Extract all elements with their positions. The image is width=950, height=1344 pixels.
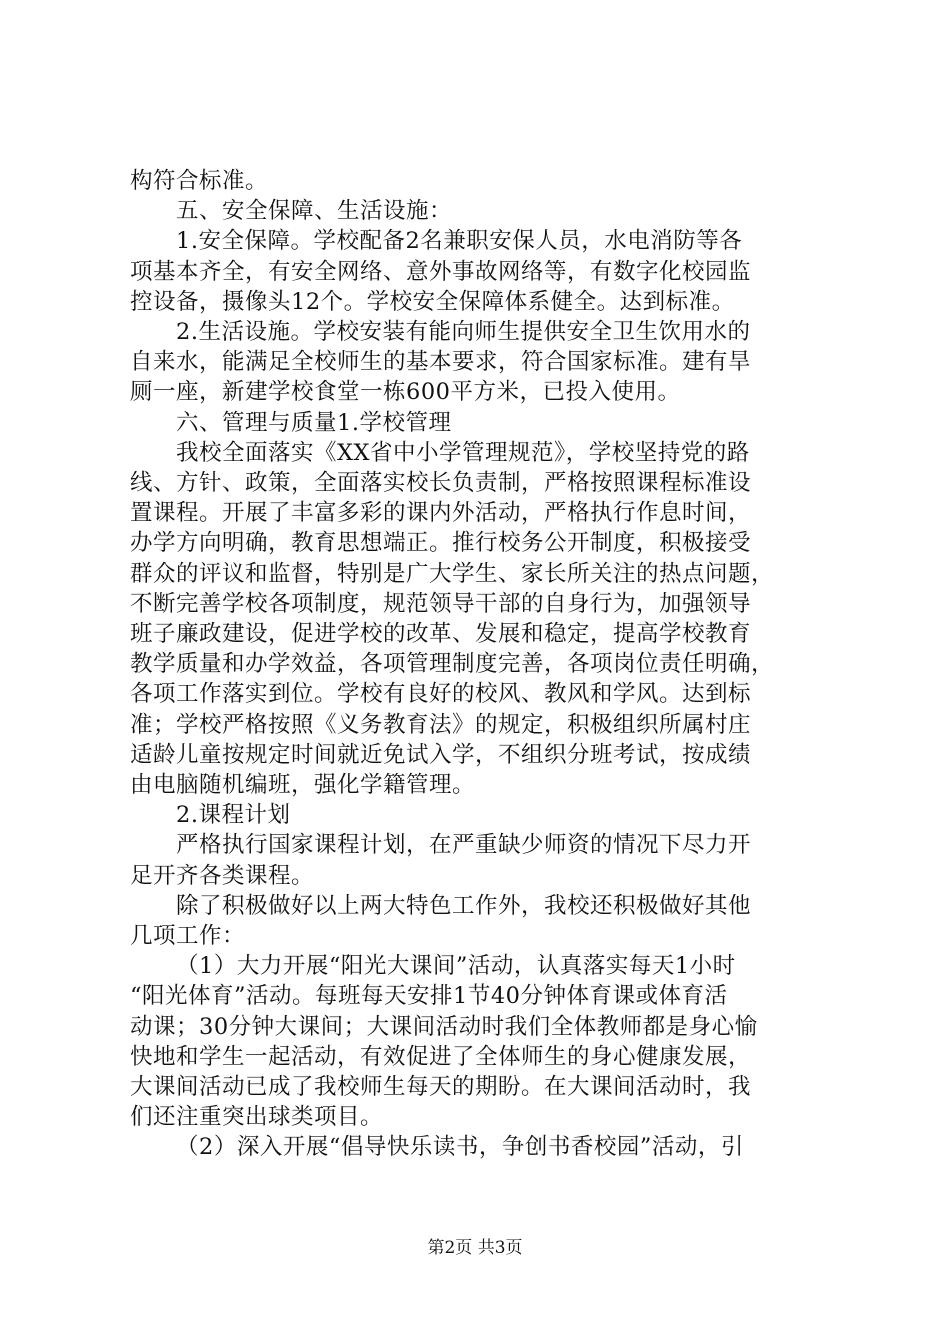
text-line: 构符合标准。 (130, 168, 269, 194)
text-line: 各项工作落实到位。学校有良好的校风、教风和学风。达到标 (130, 681, 752, 708)
text-line: 动课；30分钟大课间；大课间活动时我们全体教师都是身心愉 (130, 1013, 758, 1040)
list-item: （1）大力开展“阳光大课间”活动，认真落实每天1小时 (176, 953, 736, 980)
text-line: 不断完善学校各项制度，规范领导干部的自身行为，加强领导 (130, 590, 752, 617)
text-line: 足开齐各类课程。 (130, 862, 315, 889)
page-footer: 第2页 共3页 (427, 1238, 523, 1258)
text-line: 自来水，能满足全校师生的基本要求，符合国家标准。建有旱 (130, 349, 752, 376)
text-line: “阳光体育”活动。每班每天安排1节40分钟体育课或体育活 (130, 983, 728, 1010)
text-line: 线、方针、政策，全面落实校长负责制，严格按照课程标准设 (130, 470, 752, 496)
text-line: 们还注重突出球类项目。 (130, 1104, 384, 1131)
text-line: 除了积极做好以上两大特色工作外，我校还积极做好其他 (176, 892, 752, 919)
list-item: （2）深入开展“倡导快乐读书，争创书香校园”活动，引 (176, 1134, 744, 1161)
text-line: 适龄儿童按规定时间就近免试入学，不组织分班考试，按成绩 (130, 741, 752, 768)
text-line: 我校全面落实《XX省中小学管理规范》，学校坚持党的路 (176, 439, 750, 466)
text-line: 大课间活动已成了我校师生每天的期盼。在大课间活动时，我 (130, 1074, 752, 1100)
text-line: 2.生活设施。学校安装有能向师生提供安全卫生饮用水的 (176, 319, 751, 345)
section-heading: 六、管理与质量1.学校管理 (176, 409, 452, 436)
text-line: 快地和学生一起活动，有效促进了全体师生的身心健康发展， (130, 1043, 752, 1070)
text-line: 班子廉政建设，促进学校的改革、发展和稳定，提高学校教育 (130, 621, 752, 647)
text-line: 教学质量和办学效益，各项管理制度完善，各项岗位责任明确， (130, 651, 775, 678)
text-line: 项基本齐全，有安全网络、意外事故网络等，有数字化校园监 (130, 258, 752, 285)
text-line: 群众的评议和监督，特别是广大学生、家长所关注的热点问题， (130, 560, 775, 587)
section-heading: 2.课程计划 (176, 802, 291, 829)
text-line: 严格执行国家课程计划，在严重缺少师资的情况下尽力开 (176, 832, 752, 859)
text-line: 1.安全保障。学校配备2名兼职安保人员，水电消防等各 (176, 228, 743, 255)
text-line: 几项工作： (130, 923, 246, 949)
text-line: 准；学校严格按照《义务教育法》的规定，积极组织所属村庄 (130, 711, 752, 738)
text-line: 厕一座，新建学校食堂一栋600平方米，已投入使用。 (130, 379, 681, 406)
section-heading: 五、安全保障、生活设施： (176, 198, 453, 225)
text-line: 由电脑随机编班，强化学籍管理。 (130, 772, 476, 798)
text-line: 控设备，摄像头12个。学校安全保障体系健全。达到标准。 (130, 288, 735, 315)
text-line: 办学方向明确，教育思想端正。推行校务公开制度，积极接受 (130, 530, 752, 557)
text-line: 置课程。开展了丰富多彩的课内外活动，严格执行作息时间， (130, 500, 752, 527)
